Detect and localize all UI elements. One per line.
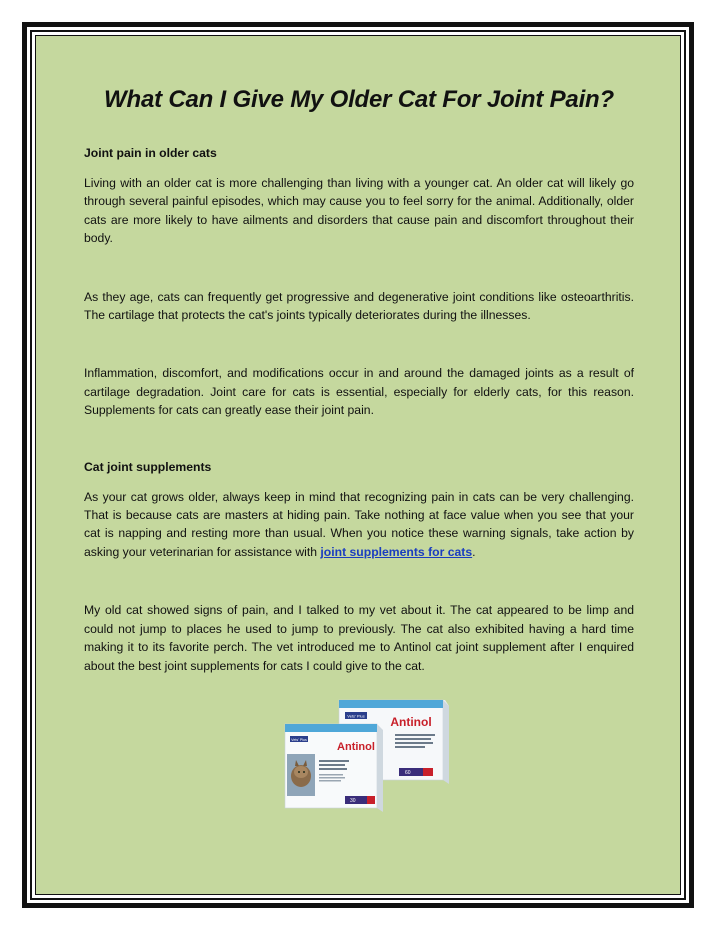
paragraph-text-end: .: [472, 544, 476, 559]
paragraph: My old cat showed signs of pain, and I talked to my vet about it. The cat appeared to be limp and could not jump to places he used to jump to previously. The cat also exhibited having a hard time making it to its favorite perch. The vet introduced me to Antinol cat joint supplement after I enquired about the best joint supplements for cats I could give to the cat.: [84, 603, 634, 673]
count-text-front: 30: [350, 798, 356, 804]
document-content: [84, 84, 634, 675]
badge-text-front: Vets' Plus: [291, 737, 307, 742]
paragraph: As they age, cats can frequently get progressive and degenerative joint conditions like osteoarthritis. The cartilage that protects the cat's joints typically deteriorates during the illnesses.: [84, 289, 634, 323]
paragraph: Inflammation, discomfort, and modifications occur in and around the damaged joints as a result of cartilage degradation. Joint care for cats is essential, especially for elderly cats, for this reason. Supplements for cats can greatly ease their joint pain.: [84, 366, 634, 418]
count-text-back: 60: [405, 770, 411, 776]
paragraph: Living with an older cat is more challenging than living with a younger cat. An older cat will likely go through several painful episodes, which may cause you to feel sorry for the animal. Additionally, older cats are more likely to have ailments and disorders that cause pain and discomfort throughout their body.: [84, 176, 634, 246]
badge-text: Vets' Plus: [347, 713, 365, 719]
section-heading-supplements: Cat joint supplements: [84, 459, 212, 474]
document-title: What Can I Give My Older Cat For Joint Pain?: [104, 86, 614, 113]
joint-supplements-link[interactable]: joint supplements for cats: [320, 544, 473, 559]
paragraph-with-link: [84, 488, 634, 562]
antinol-product-image: [283, 696, 449, 814]
paragraph-text: As your cat grows older, always keep in mind that recognizing pain in cats can be very challenging. That is because cats are masters at hiding pain. Take nothing at face value when you see that your cat is napping and resting more than usual. When you notice these warning signals, take action by asking your veterinarian for assistance with: [84, 489, 634, 559]
brand-text-back: Antinol: [390, 715, 432, 729]
product-box-front: [285, 724, 383, 812]
section-heading-joint-pain: Joint pain in older cats: [84, 146, 217, 160]
brand-text-front: Antinol: [337, 741, 375, 753]
